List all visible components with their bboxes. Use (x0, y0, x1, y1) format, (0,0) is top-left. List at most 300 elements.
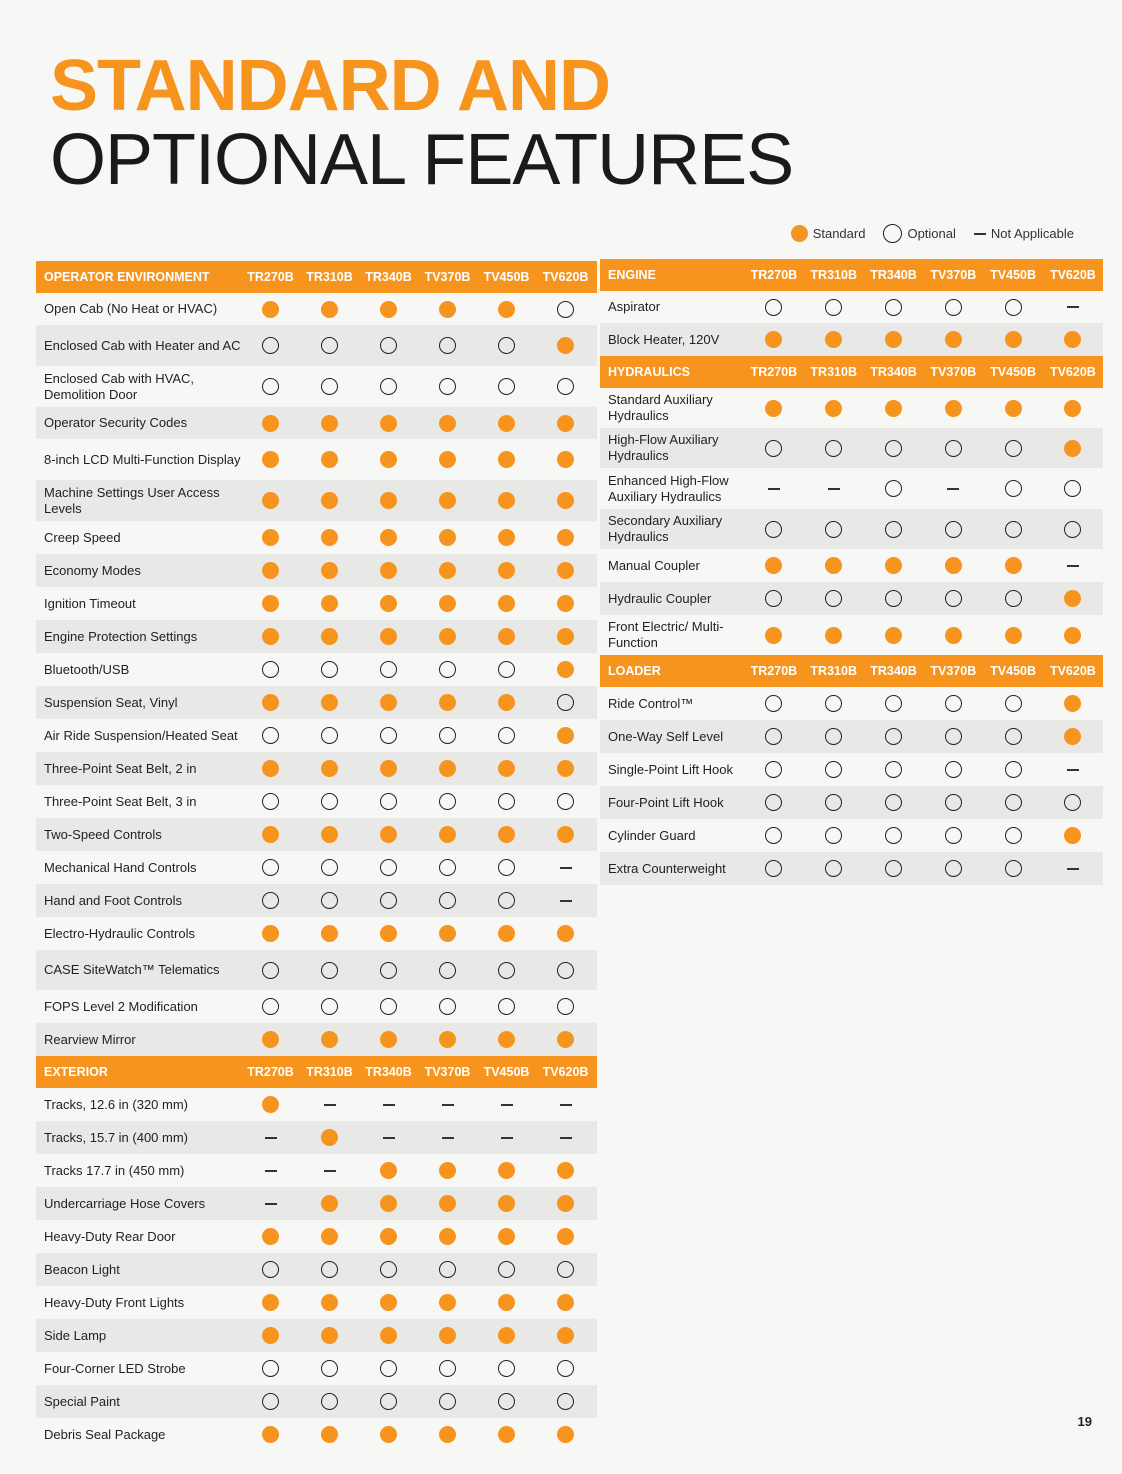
optional-circle-icon (498, 892, 515, 909)
feature-cell-tv370b (923, 860, 983, 877)
optional-circle-icon (885, 695, 902, 712)
feature-cell-tv450b (477, 595, 536, 612)
feature-cell-tv620b (536, 1393, 595, 1410)
optional-circle-icon (1005, 695, 1022, 712)
feature-cell-tr340b (864, 860, 924, 877)
feature-cell-tr270b (744, 440, 804, 457)
optional-circle-icon (262, 892, 279, 909)
optional-circle-icon (1005, 728, 1022, 745)
model-header-tr340b: TR340B (365, 270, 412, 284)
feature-cell-tr340b (359, 529, 418, 546)
feature-row-cylinder-guard (600, 819, 1103, 852)
optional-circle-icon (262, 661, 279, 678)
model-header-tv620b: TV620B (542, 1065, 589, 1079)
standard-dot-icon (262, 529, 279, 546)
feature-label: Heavy-Duty Rear Door (44, 1228, 176, 1244)
feature-cell-tr340b (359, 562, 418, 579)
standard-dot-icon (557, 451, 574, 468)
standard-dot-icon (885, 557, 902, 574)
optional-circle-icon (885, 794, 902, 811)
optional-circle-icon (439, 337, 456, 354)
standard-dot-icon (439, 415, 456, 432)
optional-circle-icon (262, 998, 279, 1015)
section-header-hydraulics (600, 356, 1103, 388)
standard-dot-icon (439, 694, 456, 711)
feature-cell-tv450b (983, 794, 1043, 811)
feature-cell-tv450b (983, 827, 1043, 844)
feature-cell-tv370b (418, 337, 477, 354)
optional-circle-icon (439, 1360, 456, 1377)
standard-dot-icon (321, 529, 338, 546)
feature-cell-tv620b (536, 694, 595, 711)
standard-dot-icon (498, 760, 515, 777)
feature-label: Hand and Foot Controls (44, 892, 183, 908)
feature-cell-tr310b (804, 728, 864, 745)
feature-row-four-corner-led-strobe (36, 1352, 597, 1385)
standard-dot-icon (262, 415, 279, 432)
standard-dot-icon (498, 492, 515, 509)
page-number: 19 (1077, 1414, 1092, 1429)
feature-row-beacon-light (36, 1253, 597, 1286)
feature-cell-tv450b (983, 695, 1043, 712)
standard-dot-icon (1064, 695, 1081, 712)
feature-cell-tv450b (477, 1393, 536, 1410)
feature-label: Ride Control™ (608, 695, 694, 711)
optional-circle-icon (885, 299, 902, 316)
optional-circle-icon (262, 1393, 279, 1410)
optional-circle-icon (380, 962, 397, 979)
standard-dot-icon (825, 400, 842, 417)
feature-cell-tv450b (477, 1104, 536, 1106)
optional-circle-icon (945, 590, 962, 607)
section-header-loader (600, 655, 1103, 687)
model-header-tr340b: TR340B (365, 1065, 412, 1079)
feature-cell-tr270b (241, 451, 300, 468)
optional-circle-icon (945, 794, 962, 811)
feature-label: CASE SiteWatch™ Telematics (44, 962, 220, 977)
feature-label: Bluetooth/USB (44, 661, 130, 677)
feature-cell-tr340b (359, 661, 418, 678)
feature-cell-tr310b (804, 521, 864, 538)
feature-cell-tr340b (359, 826, 418, 843)
standard-dot-icon (262, 1228, 279, 1245)
standard-dot-icon (557, 826, 574, 843)
feature-cell-tr310b (300, 1170, 359, 1172)
standard-dot-icon (765, 400, 782, 417)
feature-cell-tr310b (300, 925, 359, 942)
not-applicable-dash-icon (768, 488, 780, 490)
feature-cell-tr310b (804, 488, 864, 490)
standard-dot-icon (498, 826, 515, 843)
feature-cell-tr270b (241, 415, 300, 432)
standard-dot-icon (262, 492, 279, 509)
feature-cell-tr340b (359, 337, 418, 354)
legend-not-applicable-label: Not Applicable (990, 226, 1074, 241)
model-header-tr270b: TR270B (750, 664, 798, 678)
feature-cell-tr270b (241, 998, 300, 1015)
feature-label: Manual Coupler (608, 557, 700, 573)
feature-cell-tv450b (477, 451, 536, 468)
feature-row-mechanical-hand-controls (36, 851, 597, 884)
feature-label: Side Lamp (44, 1327, 107, 1343)
standard-dot-icon (1064, 827, 1081, 844)
optional-circle-icon (825, 695, 842, 712)
standard-dot-icon (321, 694, 338, 711)
standard-dot-icon (439, 760, 456, 777)
feature-label: Economy Modes (44, 562, 141, 578)
feature-cell-tv620b (536, 492, 595, 509)
feature-cell-tr340b (864, 728, 924, 745)
feature-row-fops-level-2-modification (36, 990, 597, 1023)
feature-label: Single-Point Lift Hook (608, 761, 734, 777)
feature-cell-tr270b (744, 400, 804, 417)
feature-cell-tr310b (300, 451, 359, 468)
feature-cell-tr270b (241, 760, 300, 777)
optional-circle-icon (825, 794, 842, 811)
optional-circle-icon (945, 761, 962, 778)
optional-circle-icon (321, 793, 338, 810)
feature-cell-tr310b (804, 827, 864, 844)
optional-circle-icon (945, 521, 962, 538)
standard-dot-icon (498, 1195, 515, 1212)
not-applicable-dash-icon (560, 900, 572, 902)
feature-cell-tv450b (477, 1195, 536, 1212)
feature-cell-tr340b (359, 1426, 418, 1443)
feature-cell-tv370b (418, 492, 477, 509)
feature-row-standard-auxiliary-hydraulics (600, 388, 1103, 428)
page-title-line-1: STANDARD AND (50, 46, 610, 126)
standard-dot-icon (557, 925, 574, 942)
standard-dot-icon (439, 925, 456, 942)
standard-dot-icon (262, 628, 279, 645)
section-title: EXTERIOR (44, 1065, 108, 1079)
feature-cell-tr340b (864, 331, 924, 348)
feature-cell-tr340b (359, 1137, 418, 1139)
model-header-tv620b: TV620B (542, 270, 589, 284)
feature-row-air-ride-suspension-heated-seat (36, 719, 597, 752)
feature-row-heavy-duty-front-lights (36, 1286, 597, 1319)
standard-dot-icon (380, 826, 397, 843)
standard-dot-icon (439, 301, 456, 318)
optional-circle-icon (321, 337, 338, 354)
feature-label: Tracks 17.7 in (450 mm) (44, 1162, 185, 1178)
optional-circle-icon (765, 827, 782, 844)
feature-label: Suspension Seat, Vinyl (44, 694, 178, 710)
standard-dot-icon (439, 492, 456, 509)
feature-cell-tv620b (536, 826, 595, 843)
standard-dot-icon (380, 628, 397, 645)
feature-cell-tr340b (864, 480, 924, 497)
feature-cell-tr310b (300, 661, 359, 678)
feature-label: Block Heater, 120V (608, 331, 720, 347)
optional-circle-icon (825, 761, 842, 778)
optional-circle-icon (1064, 480, 1081, 497)
feature-cell-tv450b (983, 400, 1043, 417)
feature-cell-tr340b (359, 628, 418, 645)
feature-cell-tv450b (983, 299, 1043, 316)
feature-row-ride-control (600, 687, 1103, 720)
feature-label: Four-Point Lift Hook (608, 794, 724, 810)
feature-cell-tv370b (923, 521, 983, 538)
feature-cell-tv450b (477, 859, 536, 876)
legend (791, 224, 1074, 243)
standard-dot-icon (765, 331, 782, 348)
optional-circle-icon (1005, 761, 1022, 778)
feature-cell-tv450b (477, 378, 536, 395)
feature-cell-tv450b (477, 628, 536, 645)
feature-cell-tv620b (1043, 627, 1103, 644)
feature-row-undercarriage-hose-covers (36, 1187, 597, 1220)
model-header-tr340b: TR340B (870, 365, 917, 379)
feature-cell-tr310b (804, 299, 864, 316)
feature-cell-tv620b (536, 1360, 595, 1377)
feature-cell-tv370b (923, 794, 983, 811)
feature-cell-tr310b (300, 892, 359, 909)
optional-circle-icon (765, 794, 782, 811)
optional-circle-icon (825, 728, 842, 745)
standard-dot-icon (380, 1327, 397, 1344)
optional-circle-icon (498, 727, 515, 744)
feature-row-high-flow-auxiliary-hydraulics (600, 428, 1103, 468)
feature-cell-tv620b (1043, 480, 1103, 497)
feature-row-open-cab-no-heat-or-hvac (36, 293, 597, 325)
feature-cell-tv620b (536, 1104, 595, 1106)
feature-cell-tv620b (536, 1137, 595, 1139)
feature-cell-tr310b (300, 529, 359, 546)
standard-dot-icon (380, 1294, 397, 1311)
optional-circle-icon (498, 1393, 515, 1410)
feature-cell-tr310b (300, 694, 359, 711)
not-applicable-dash-icon (383, 1104, 395, 1106)
feature-cell-tr310b (300, 826, 359, 843)
feature-label: Rearview Mirror (44, 1031, 136, 1047)
feature-cell-tr270b (241, 1426, 300, 1443)
optional-circle-icon (439, 661, 456, 678)
feature-cell-tv370b (418, 451, 477, 468)
standard-dot-icon (380, 1228, 397, 1245)
standard-dot-icon (557, 415, 574, 432)
standard-dot-icon (557, 492, 574, 509)
standard-dot-icon (1064, 440, 1081, 457)
optional-circle-icon (321, 727, 338, 744)
feature-cell-tv370b (923, 440, 983, 457)
feature-cell-tr310b (300, 1031, 359, 1048)
feature-cell-tv450b (983, 480, 1043, 497)
optional-circle-icon (321, 1360, 338, 1377)
model-header-tv620b: TV620B (1049, 268, 1096, 282)
feature-cell-tv450b (477, 1261, 536, 1278)
feature-cell-tv370b (923, 695, 983, 712)
not-applicable-dash-icon (828, 488, 840, 490)
feature-cell-tr310b (300, 760, 359, 777)
optional-circle-icon (557, 962, 574, 979)
standard-dot-icon (1064, 400, 1081, 417)
feature-cell-tv620b (1043, 728, 1103, 745)
feature-row-special-paint (36, 1385, 597, 1418)
feature-cell-tr310b (300, 1195, 359, 1212)
feature-cell-tv370b (418, 661, 477, 678)
feature-cell-tv450b (477, 1327, 536, 1344)
feature-label: Hydraulic Coupler (608, 590, 712, 606)
standard-dot-icon (498, 529, 515, 546)
feature-cell-tr310b (300, 415, 359, 432)
feature-cell-tv450b (477, 1031, 536, 1048)
optional-circle-icon (321, 1393, 338, 1410)
optional-circle-icon (825, 590, 842, 607)
optional-circle-icon (498, 962, 515, 979)
feature-cell-tr340b (864, 440, 924, 457)
feature-row-three-point-seat-belt-2-in (36, 752, 597, 785)
standard-dot-icon (262, 562, 279, 579)
feature-cell-tv620b (536, 1261, 595, 1278)
model-header-tr310b: TR310B (810, 664, 857, 678)
optional-circle-icon (380, 998, 397, 1015)
standard-dot-icon (321, 1294, 338, 1311)
feature-label: Enhanced High-Flow Auxiliary Hydraulics (608, 472, 729, 504)
not-applicable-dash-icon (501, 1104, 513, 1106)
optional-circle-icon (498, 859, 515, 876)
feature-cell-tv620b (1043, 590, 1103, 607)
standard-dot-icon (321, 595, 338, 612)
optional-circle-icon (498, 1261, 515, 1278)
feature-cell-tr340b (359, 1327, 418, 1344)
feature-cell-tv370b (418, 628, 477, 645)
feature-cell-tr270b (241, 337, 300, 354)
standard-dot-icon (1064, 728, 1081, 745)
standard-dot-icon (1064, 627, 1081, 644)
feature-row-one-way-self-level (600, 720, 1103, 753)
feature-cell-tv450b (983, 728, 1043, 745)
feature-cell-tr340b (359, 1261, 418, 1278)
optional-circle-icon (1005, 299, 1022, 316)
feature-cell-tr310b (804, 794, 864, 811)
feature-row-bluetooth-usb (36, 653, 597, 686)
feature-label: Engine Protection Settings (44, 628, 198, 644)
not-applicable-dash-icon (974, 233, 986, 235)
feature-cell-tv450b (477, 694, 536, 711)
feature-row-extra-counterweight (600, 852, 1103, 885)
feature-cell-tr310b (300, 1426, 359, 1443)
optional-circle-icon (498, 378, 515, 395)
feature-cell-tv620b (536, 415, 595, 432)
feature-label: 8-inch LCD Multi-Function Display (44, 451, 241, 467)
feature-cell-tv620b (1043, 400, 1103, 417)
feature-cell-tv370b (418, 1162, 477, 1179)
feature-cell-tv370b (418, 1327, 477, 1344)
feature-label: Enclosed Cab with HVAC, Demolition Door (44, 370, 195, 402)
standard-dot-icon (321, 1195, 338, 1212)
feature-row-hand-and-foot-controls (36, 884, 597, 917)
not-applicable-dash-icon (560, 867, 572, 869)
feature-label: Debris Seal Package (44, 1426, 166, 1442)
standard-dot-icon (321, 1426, 338, 1443)
optional-circle-icon (765, 299, 782, 316)
standard-dot-icon (380, 1031, 397, 1048)
feature-row-block-heater-120v (600, 323, 1103, 356)
standard-dot-icon (557, 337, 574, 354)
feature-cell-tv370b (923, 827, 983, 844)
standard-dot-icon (380, 760, 397, 777)
standard-dot-icon (557, 760, 574, 777)
standard-dot-icon (321, 1031, 338, 1048)
feature-cell-tv620b (536, 1327, 595, 1344)
optional-circle-icon (825, 860, 842, 877)
standard-dot-icon (557, 529, 574, 546)
standard-dot-icon (321, 301, 338, 318)
feature-cell-tr270b (241, 1393, 300, 1410)
optional-circle-icon (1064, 521, 1081, 538)
feature-cell-tv450b (477, 562, 536, 579)
feature-cell-tv370b (418, 1195, 477, 1212)
legend-standard-label: Standard (812, 226, 866, 241)
model-header-tr310b: TR310B (810, 268, 857, 282)
feature-cell-tr340b (359, 1031, 418, 1048)
not-applicable-dash-icon (442, 1104, 454, 1106)
optional-circle-icon (885, 521, 902, 538)
optional-circle-icon (945, 860, 962, 877)
standard-dot-icon (262, 301, 279, 318)
feature-row-enclosed-cab-with-hvac-demolition-door (36, 366, 597, 407)
standard-dot-icon (557, 1294, 574, 1311)
not-applicable-dash-icon (265, 1137, 277, 1139)
feature-cell-tv620b (536, 378, 595, 395)
feature-cell-tv620b (536, 628, 595, 645)
feature-cell-tr310b (300, 727, 359, 744)
optional-circle-icon (557, 694, 574, 711)
feature-cell-tr270b (241, 793, 300, 810)
feature-cell-tr270b (241, 1203, 300, 1205)
optional-circle-icon (498, 337, 515, 354)
optional-circle-icon (321, 859, 338, 876)
feature-cell-tv620b (536, 760, 595, 777)
model-header-tv450b: TV450B (483, 1065, 530, 1079)
feature-cell-tr270b (241, 1360, 300, 1377)
left-feature-tables (36, 261, 597, 1451)
legend-optional-label: Optional (907, 226, 956, 241)
feature-cell-tv620b (536, 595, 595, 612)
section-title: LOADER (608, 664, 661, 678)
optional-circle-icon (885, 860, 902, 877)
feature-cell-tr310b (300, 998, 359, 1015)
not-applicable-dash-icon (324, 1104, 336, 1106)
optional-circle-icon (765, 860, 782, 877)
feature-cell-tv620b (1043, 331, 1103, 348)
standard-dot-icon (321, 760, 338, 777)
standard-dot-icon (557, 661, 574, 678)
feature-cell-tr310b (300, 492, 359, 509)
feature-cell-tr270b (241, 892, 300, 909)
model-header-tv450b: TV450B (483, 270, 530, 284)
optional-circle-icon (885, 728, 902, 745)
feature-cell-tv370b (923, 400, 983, 417)
feature-cell-tv620b (536, 727, 595, 744)
standard-dot-icon (439, 1031, 456, 1048)
feature-cell-tr270b (241, 1261, 300, 1278)
optional-circle-icon (380, 1261, 397, 1278)
optional-circle-icon (557, 998, 574, 1015)
optional-circle-icon (883, 224, 902, 243)
feature-cell-tv450b (477, 415, 536, 432)
optional-circle-icon (439, 727, 456, 744)
feature-cell-tv450b (477, 793, 536, 810)
optional-circle-icon (439, 378, 456, 395)
optional-circle-icon (380, 727, 397, 744)
feature-label: Four-Corner LED Strobe (44, 1360, 186, 1376)
standard-dot-icon (498, 301, 515, 318)
optional-circle-icon (825, 440, 842, 457)
standard-dot-icon (557, 562, 574, 579)
optional-circle-icon (380, 1393, 397, 1410)
